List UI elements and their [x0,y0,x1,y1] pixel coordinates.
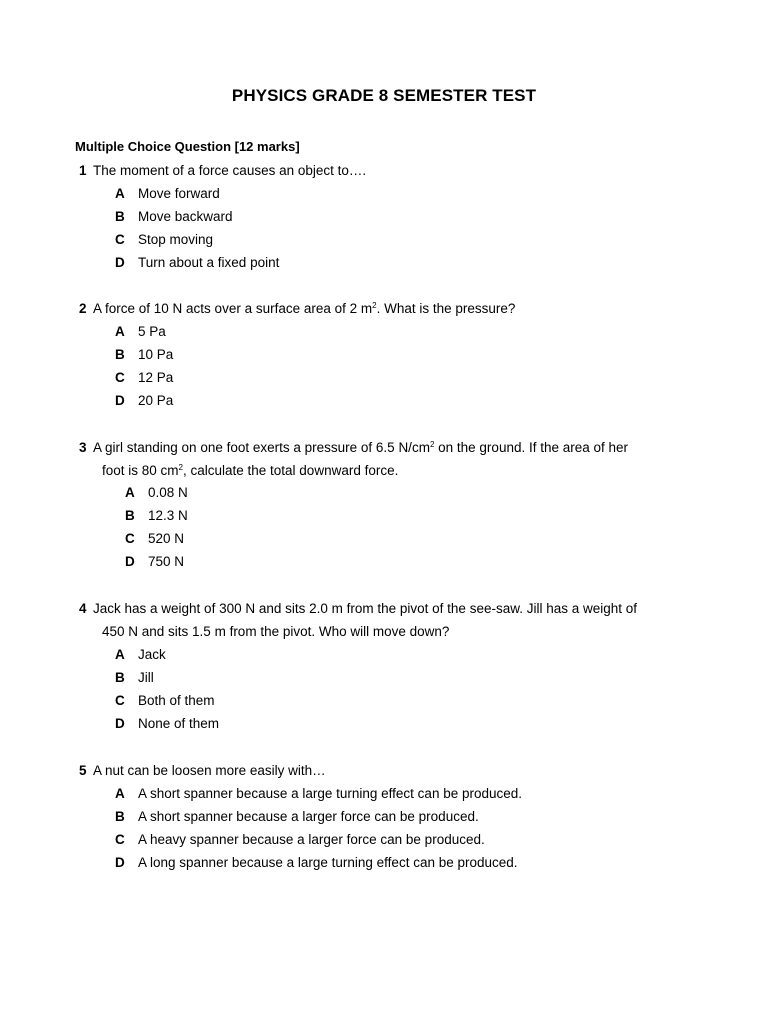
option-b [125,504,188,527]
option-letter: D [115,716,125,731]
option-b [115,666,219,689]
option-letter: D [115,393,125,408]
options-q3 [125,481,188,573]
option-text: 0.08 N [148,485,188,500]
question-text: A girl standing on one foot exerts a pressure of 6.5 $N/cm^2$ on the ground. If the area of her [93,440,629,455]
section-heading: Multiple Choice Question [12 marks] [75,139,300,154]
option-c [115,366,173,389]
question-1 [79,159,366,182]
option-b [115,805,522,828]
option-letter: B [115,809,125,824]
option-letter: D [125,554,135,569]
option-letter: C [115,232,125,247]
question-number: 1 [79,163,87,178]
question-number: 4 [79,601,87,616]
option-text: A long spanner because a large turning effect can be produced. [138,855,518,870]
option-letter: C [115,693,125,708]
option-text: Move forward [138,186,220,201]
option-text: 12 Pa [138,370,174,385]
question-text: A force of 10 N acts over a surface area of 2 $m^2$. What is the pressure? [93,301,516,316]
option-d [125,550,188,573]
option-text: A short spanner because a larger force can be produced. [138,809,479,824]
options-q2 [115,320,173,412]
option-letter: B [125,508,135,523]
option-c [115,828,522,851]
option-text: 10 Pa [138,347,174,362]
question-text: A nut can be loosen more easily with… [93,763,326,778]
option-d [115,251,279,274]
option-text: Jack [138,647,166,662]
option-text: 20 Pa [138,393,174,408]
option-text: A short spanner because a large turning effect can be produced. [138,786,523,801]
option-a [115,182,279,205]
option-d [115,389,173,412]
option-text: 5 Pa [138,324,166,339]
option-b [115,343,173,366]
option-text: Turn about a fixed point [138,255,280,270]
option-letter: A [125,485,135,500]
option-letter: A [115,647,125,662]
options-q5 [115,782,522,874]
option-text: Move backward [138,209,233,224]
option-letter: C [115,832,125,847]
option-letter: C [115,370,125,385]
question-2 [79,297,515,320]
option-letter: A [115,186,125,201]
option-text: 12.3 N [148,508,188,523]
option-text: Stop moving [138,232,214,247]
option-letter: B [115,670,125,685]
option-a [115,643,219,666]
option-text: 520 N [148,531,185,546]
option-d [115,851,522,874]
question-text: The moment of a force causes an object to…. [93,163,367,178]
option-c [125,527,188,550]
option-letter: B [115,347,125,362]
option-b [115,205,279,228]
option-letter: A [115,324,125,339]
question-number: 2 [79,301,87,316]
question-text-continued: foot is 80 $cm^2$, calculate the total downward force. [102,463,399,478]
option-a [115,782,522,805]
option-text: None of them [138,716,220,731]
option-letter: B [115,209,125,224]
option-text: A heavy spanner because a larger force can be produced. [138,832,485,847]
option-c [115,228,279,251]
option-a [115,320,173,343]
options-q4 [115,643,219,735]
option-letter: D [115,255,125,270]
option-letter: C [125,531,135,546]
option-d [115,712,219,735]
option-text: Jill [138,670,154,685]
option-text: 750 N [148,554,185,569]
question-number: 3 [79,440,87,455]
question-3 [79,436,628,482]
page-title: PHYSICS GRADE 8 SEMESTER TEST [231,86,537,105]
option-letter: A [115,786,125,801]
option-text: Both of them [138,693,215,708]
question-5 [79,759,326,782]
question-number: 5 [79,763,87,778]
question-text: Jack has a weight of 300 N and sits 2.0 m from the pivot of the see-saw. Jill has a weight of [93,601,638,616]
option-a [125,481,188,504]
option-c [115,689,219,712]
options-q1 [115,182,279,274]
option-letter: D [115,855,125,870]
question-text-continued: 450 N and sits 1.5 m from the pivot. Who will move down? [102,624,450,639]
question-4 [79,597,637,643]
